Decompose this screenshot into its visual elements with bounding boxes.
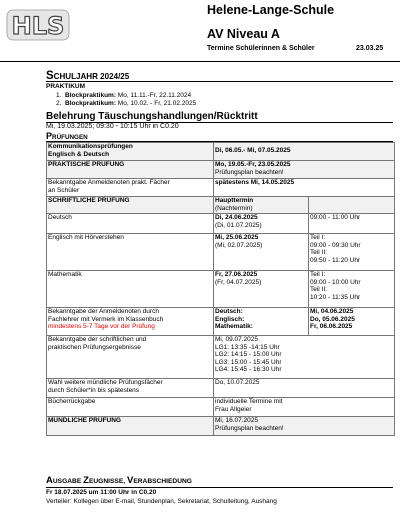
belehrung-date: Mi, 19.03.2025; 09:30 - 10:15 Uhr in C0.20 xyxy=(46,123,179,130)
table-row xyxy=(47,417,395,436)
ergebnisse-times: Mi, 09.07.2025 LG1: 13:35 -14:15 Uhr LG2: 14:15 - 15:00 Uhr LG3: 15:00 - 15:45 Uhr LG4: 15:45 - 16:30 Uhr xyxy=(214,336,395,379)
haupttermin-header: Haupttermin (Nachtermin) xyxy=(214,197,309,214)
schuljahr-heading: SCHULJAHR 2024/25 xyxy=(46,70,130,82)
ausgabe-underline xyxy=(46,487,393,488)
fachlehrer-subjects: Deutsch: Englisch: Mathematik: xyxy=(214,308,309,336)
table-row xyxy=(47,336,395,379)
schuljahr-underline xyxy=(46,81,393,82)
document-date: 23.03.25 xyxy=(356,45,384,52)
anmeldenoten-praktisch-label: Bekanntgabe Anmeldenoten prakt. Fächer an Schüler xyxy=(47,179,214,197)
header-divider xyxy=(0,61,400,62)
school-name: Helene-Lange-Schule xyxy=(207,3,335,17)
fachlehrer-anmeldenoten-label: Bekanntgabe der Anmeldenoten durch Fachlehrer mit Vermerk im Klassenbuch mindestens 5-7 Tage vor der Prüfung xyxy=(47,308,214,336)
belehrung-heading: Belehrung Täuschungshandlungen/Rücktritt xyxy=(46,111,258,122)
table-row xyxy=(47,398,395,417)
mathe-label: Mathematik xyxy=(47,271,214,308)
document-subtitle: Termine Schülerinnen & Schüler xyxy=(207,45,315,52)
school-logo xyxy=(6,8,70,42)
table-row xyxy=(47,143,395,161)
table-row xyxy=(47,271,395,308)
table-row xyxy=(47,234,395,271)
kommunikation-label: Kommunikationsprüfungen Englisch & Deutsch xyxy=(47,143,214,161)
praktische-pruefung-label: PRAKTISCHE PRÜFUNG xyxy=(47,161,214,179)
table-row xyxy=(47,197,395,214)
pruefungen-heading: PRÜFUNGEN xyxy=(46,131,88,141)
fachlehrer-dates: Mi, 04.06.2025 Do, 05.06.2025 Fr, 06.06.2025 xyxy=(309,308,395,336)
time-header xyxy=(309,197,395,214)
schriftliche-pruefung-label: SCHRIFTLICHE PRÜFUNG xyxy=(47,197,214,214)
englisch-label: Englisch mit Hörverstehen xyxy=(47,234,214,271)
muendliche-pruefung-label: MÜNDLICHE PRÜFUNG xyxy=(47,417,214,436)
table-row xyxy=(47,214,395,234)
englisch-date: Mi, 25.06.2025 (Mi, 02.07.2025) xyxy=(214,234,309,271)
deutsch-time: 09:00 - 11:00 Uhr xyxy=(309,214,395,234)
praktikum-heading: PRAKTIKUM xyxy=(46,83,85,90)
table-row xyxy=(47,161,395,179)
englisch-time: Teil I: 09:00 - 09:30 Uhr Teil II: 09:50 - 11:20 Uhr xyxy=(309,234,395,271)
table-row xyxy=(47,308,395,336)
ergebnisse-label: Bekanntgabe der schriftlichen und praktischen Prüfungsergebnisse xyxy=(47,336,214,379)
mathe-date: Fr, 27.06.2025 (Fr, 04.07.2025) xyxy=(214,271,309,308)
mathe-time: Teil I: 09:00 - 10:00 Uhr Teil II: 10:20 - 11:35 Uhr xyxy=(309,271,395,308)
kommunikation-date: Di, 06.05.- Mi, 07.05.2025 xyxy=(214,143,395,161)
praktische-pruefung-date: Mo, 19.05.-Fr, 23.05.2025 Prüfungsplan beachten! xyxy=(214,161,395,179)
wahl-label: Wahl weitere mündliche Prüfungsfächer durch Schüler*in bis spätestens xyxy=(47,379,214,398)
deutsch-date: Di, 24.06.2025 (Di, 01.07.2025) xyxy=(214,214,309,234)
buecherrueckgabe-label: Bücherrückgabe xyxy=(47,398,214,417)
praktikum-item: 1. Blockpraktikum: Mo, 11.11.-Fr, 22.11.2024 xyxy=(56,92,192,99)
anmeldenoten-praktisch-date: spätestens Mi, 14.05.2025 xyxy=(214,179,395,197)
logo-text: HLS xyxy=(11,12,65,40)
table-row xyxy=(47,179,395,197)
table-row xyxy=(47,379,395,398)
praktikum-item: 2. Blockpraktikum: Mo, 10.02. - Fr, 21.02.2025 xyxy=(56,100,197,107)
deutsch-label: Deutsch xyxy=(47,214,214,234)
ausgabe-date: Fr 18.07.2025 um 11:00 Uhr in C0.20 xyxy=(46,489,157,496)
ausgabe-heading: AUSGABE ZEUGNISSE, VERABSCHIEDUNG xyxy=(46,475,192,486)
niveau-title: AV Niveau A xyxy=(207,27,280,41)
buecherrueckgabe-note: individuelle Termine mit Frau Allgeier xyxy=(214,398,395,417)
verteiler-text: Verteiler: Kollegen über E-mail, Stundenplan, Sekretariat, Schulleitung, Aushang xyxy=(46,498,277,505)
pruefungen-table xyxy=(46,142,395,436)
muendliche-pruefung-date: Mi, 16.07.2025 Prüfungsplan beachten! xyxy=(214,417,395,436)
wahl-date: Do, 10.07.2025 xyxy=(214,379,395,398)
